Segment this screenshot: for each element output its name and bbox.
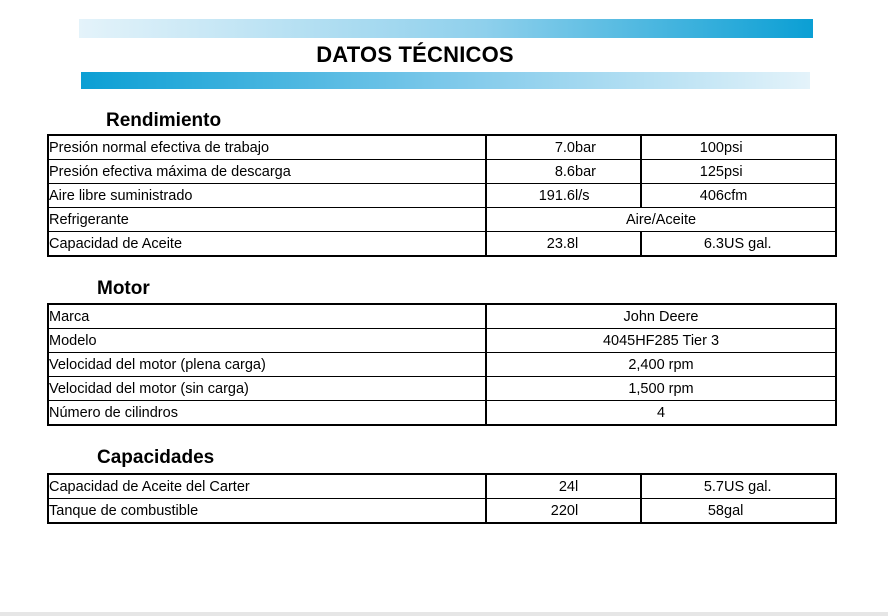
row-label: Velocidad del motor (sin carga) (48, 377, 486, 401)
row-label: Capacidad de Aceite (48, 232, 486, 257)
table-row (48, 232, 836, 257)
value-imperial: 406 (641, 184, 724, 208)
unit-imperial: cfm (724, 184, 836, 208)
value-metric: 220 (550, 502, 575, 519)
page-bottom-edge (0, 612, 888, 616)
row-label: Tanque de combustible (48, 499, 486, 524)
value-imperial: 6.3 (703, 235, 724, 252)
row-label: Marca (48, 304, 486, 329)
table-row (48, 329, 836, 353)
table-motor (47, 303, 837, 426)
table-row (48, 377, 836, 401)
table-row (48, 401, 836, 426)
value-metric: 191.6 (486, 184, 575, 208)
row-label: Presión normal efectiva de trabajo (48, 135, 486, 160)
value-metric: 7.0 (486, 135, 575, 160)
value-metric: 8.6 (486, 160, 575, 184)
page-title: DATOS TÉCNICOS (316, 42, 514, 67)
unit-imperial: US gal. (724, 235, 772, 252)
unit-imperial: US gal. (724, 474, 836, 499)
table-row (48, 135, 836, 160)
section-title-capacidades: Capacidades (97, 447, 215, 468)
unit-imperial: psi (724, 160, 836, 184)
table-row (48, 474, 836, 499)
table-row (48, 208, 836, 232)
table-row (48, 304, 836, 329)
row-value: 2,400 rpm (486, 353, 836, 377)
section-title-rendimiento: Rendimiento (106, 110, 222, 131)
value-metric: 23.8 (546, 235, 575, 252)
row-label: Número de cilindros (48, 401, 486, 426)
unit-imperial: psi (724, 135, 836, 160)
value-imperial: 5.7 (641, 474, 724, 499)
row-label: Presión efectiva máxima de descarga (48, 160, 486, 184)
row-value: John Deere (486, 304, 836, 329)
row-label: Capacidad de Aceite del Carter (48, 474, 486, 499)
table-rendimiento (47, 134, 837, 257)
row-label: Velocidad del motor (plena carga) (48, 353, 486, 377)
row-label: Refrigerante (48, 208, 486, 232)
unit-metric: l (575, 499, 641, 524)
section-title-motor: Motor (97, 278, 150, 299)
header-gradient-bar-bottom (81, 72, 810, 89)
unit-imperial: gal (724, 502, 744, 519)
table-capacidades (47, 473, 837, 524)
row-label: Aire libre suministrado (48, 184, 486, 208)
row-value: Aire/Aceite (486, 208, 836, 232)
table-row (48, 160, 836, 184)
table-row (48, 499, 836, 524)
value-imperial: 125 (641, 160, 724, 184)
value-imperial: 100 (641, 135, 724, 160)
unit-metric: bar (575, 135, 641, 160)
row-value: 4 (656, 404, 666, 421)
value-metric: 24 (486, 474, 575, 499)
table-row (48, 184, 836, 208)
table-row (48, 353, 836, 377)
row-label: Modelo (48, 329, 486, 353)
unit-metric: l (575, 474, 641, 499)
row-value: 4045HF285 Tier 3 (486, 329, 836, 353)
unit-metric: bar (575, 160, 641, 184)
row-value: 1,500 rpm (486, 377, 836, 401)
header-gradient-bar-top (79, 19, 813, 38)
value-imperial: 58 (707, 502, 724, 519)
unit-metric: l (575, 232, 641, 257)
unit-metric: l/s (575, 184, 641, 208)
